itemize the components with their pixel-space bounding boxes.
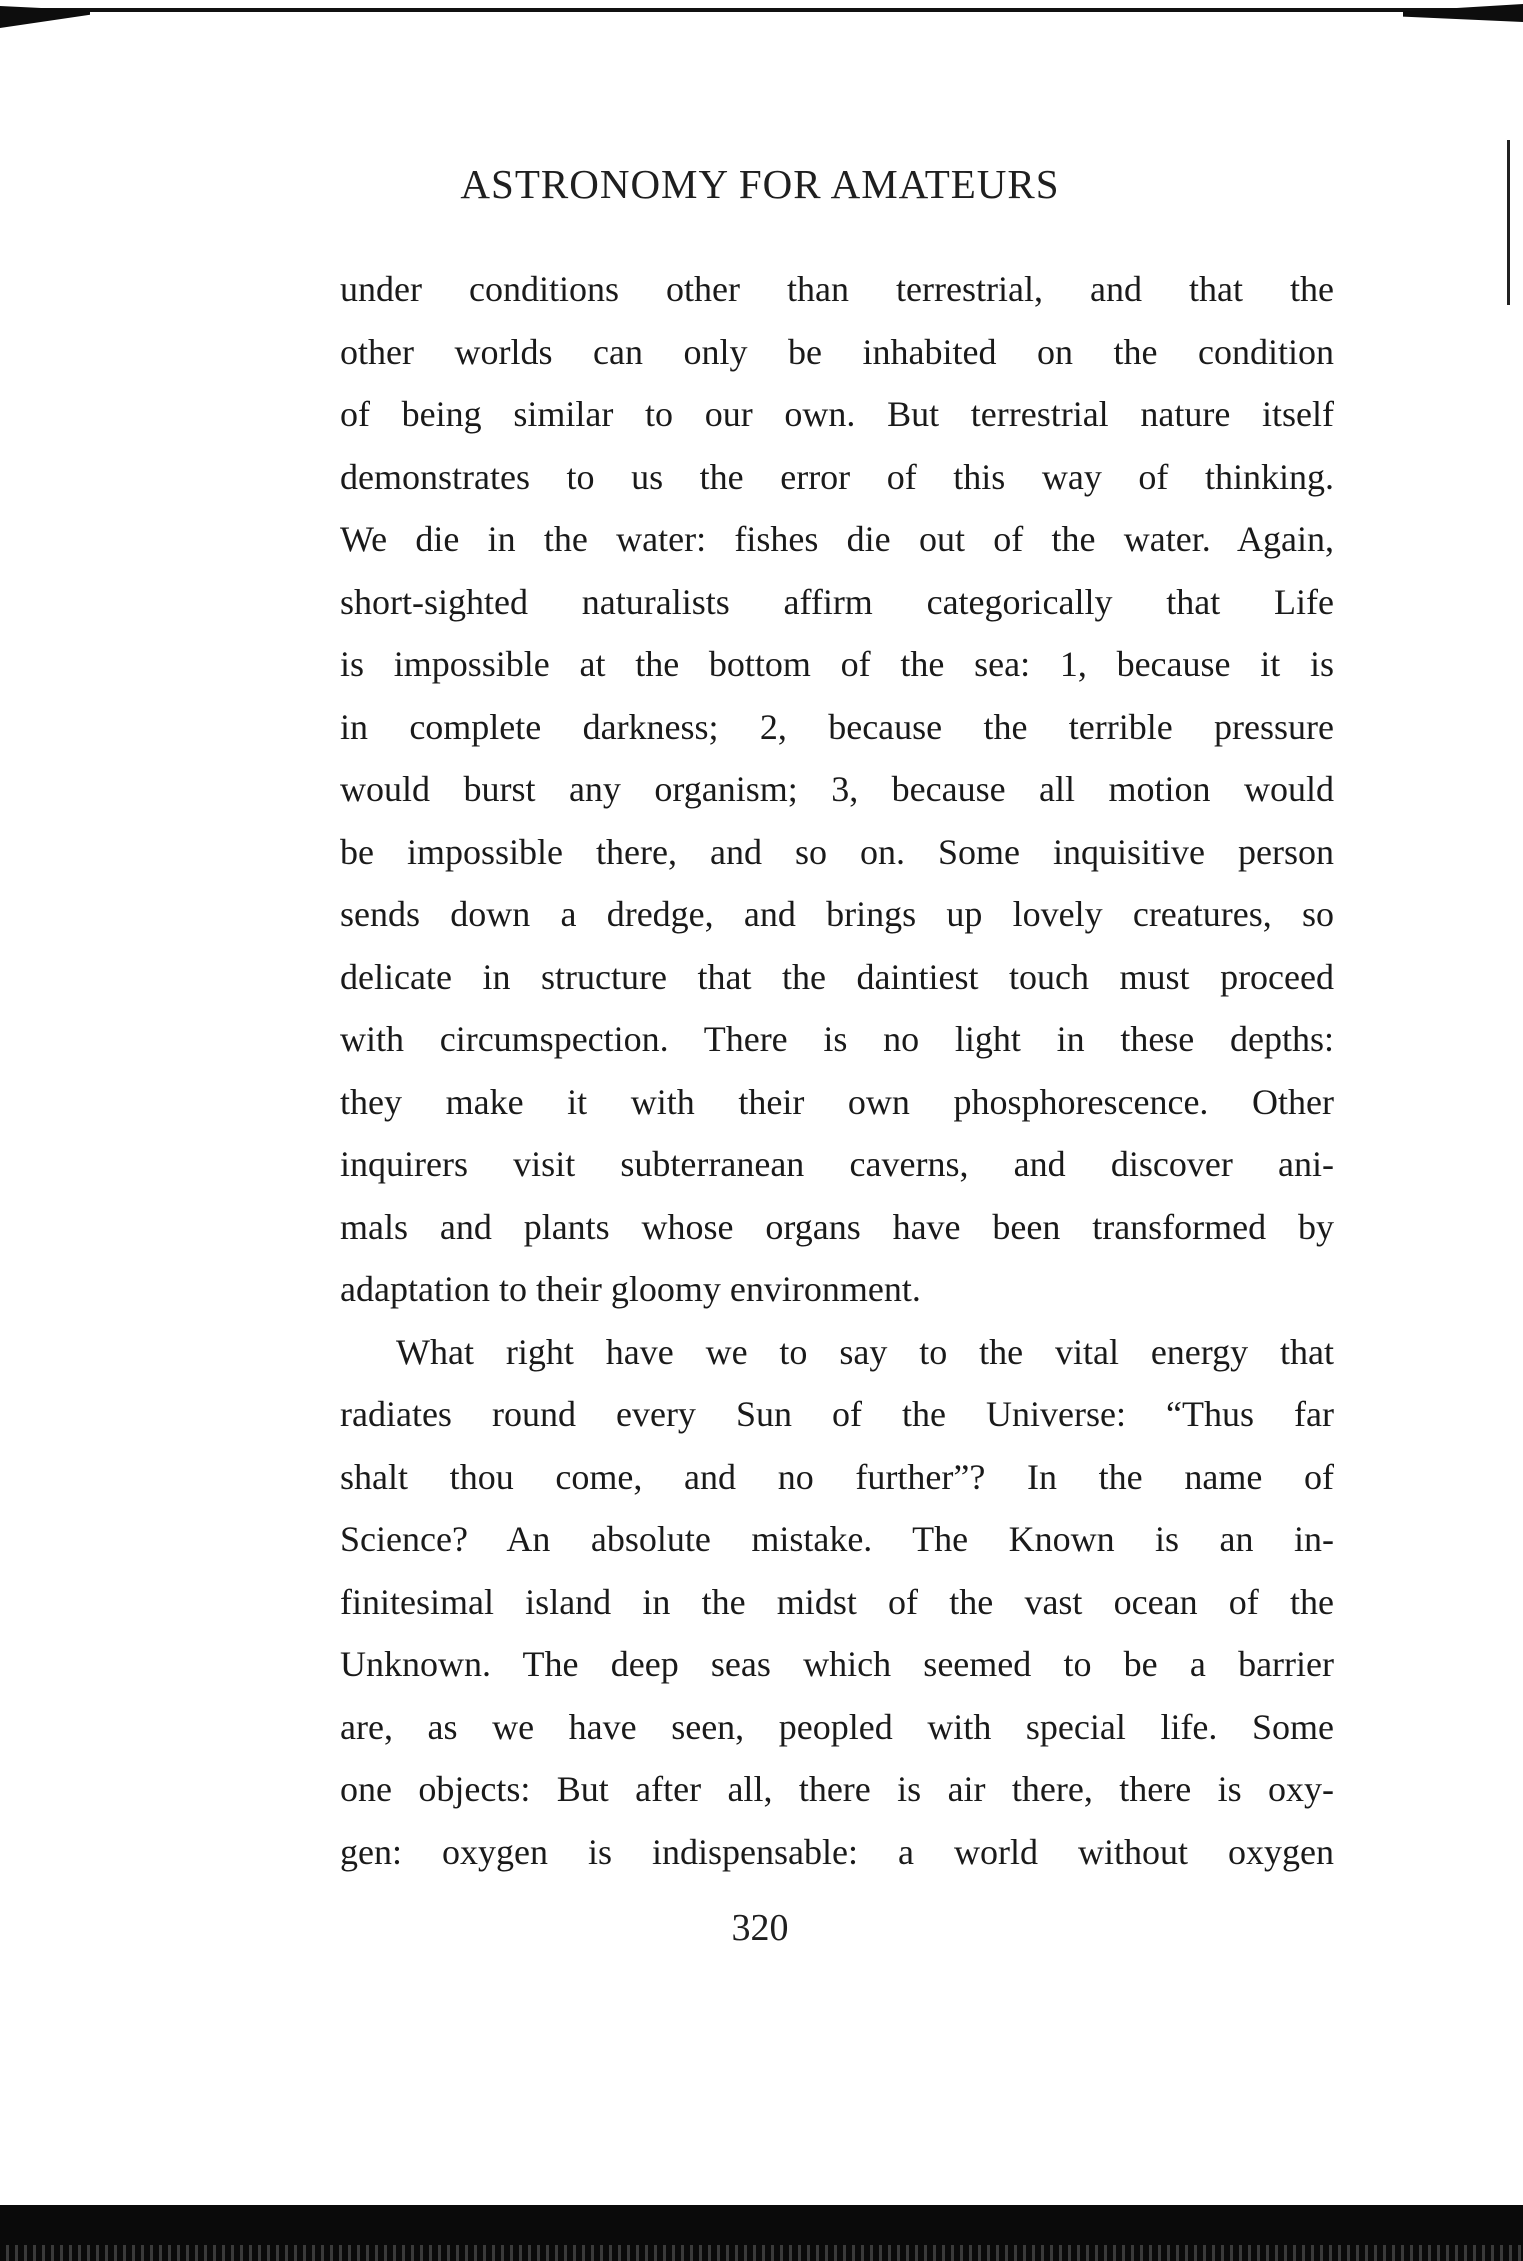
text-line: delicate in structure that the daintiest touch must proceed <box>340 956 1334 997</box>
text-line: We die in the water: fishes die out of the water. Again, <box>340 519 1334 559</box>
text-line: be impossible there, and so on. Some inquisitive person <box>340 831 1334 872</box>
text-line: short-sighted naturalists affirm categorically that Life <box>340 581 1334 622</box>
paragraph-2 <box>340 1321 1334 1884</box>
text-line: they make it with their own phosphorescence. Other <box>340 1081 1334 1122</box>
text-line: shalt thou come, and no further”? In the name of <box>340 1456 1334 1497</box>
text-line: inquirers visit subterranean caverns, and discover ani- <box>340 1144 1334 1184</box>
text-line: under conditions other than terrestrial, and that the <box>340 269 1334 309</box>
text-line: Unknown. The deep seas which seemed to be a barrier <box>340 1644 1334 1684</box>
text-line: Science? An absolute mistake. The Known is an in- <box>340 1519 1334 1559</box>
text-line: with circumspection. There is no light in these depths: <box>340 1019 1334 1059</box>
text-line: adaptation to their gloomy environment. <box>340 1269 921 1309</box>
text-line: of being similar to our own. But terrestrial nature itself <box>340 394 1334 434</box>
text-line: finitesimal island in the midst of the vast ocean of the <box>340 1581 1334 1622</box>
text-line: sends down a dredge, and brings up lovely creatures, so <box>340 894 1334 934</box>
paragraph-1 <box>340 258 1334 1321</box>
text-line: other worlds can only be inhabited on the condition <box>340 331 1334 372</box>
text-line: are, as we have seen, peopled with special life. Some <box>340 1706 1334 1747</box>
text-line: is impossible at the bottom of the sea: 1, because it is <box>340 644 1334 684</box>
scan-bottom-noise <box>0 2245 1523 2261</box>
text-line: in complete darkness; 2, because the terrible pressure <box>340 706 1334 747</box>
body-text <box>340 258 1334 1883</box>
text-line: gen: oxygen is indispensable: a world without oxygen <box>340 1831 1334 1872</box>
text-line: What right have we to say to the vital energy that <box>396 1331 1334 1372</box>
text-line: demonstrates to us the error of this way of thinking. <box>340 456 1334 497</box>
text-line: radiates round every Sun of the Universe: “Thus far <box>340 1394 1334 1434</box>
text-line: would burst any organism; 3, because all motion would <box>340 769 1334 809</box>
scan-top-border <box>0 0 1523 20</box>
scan-edge-line <box>1507 140 1510 305</box>
text-line: one objects: But after all, there is air there, there is oxy- <box>340 1769 1334 1809</box>
page-number: 320 <box>731 1907 789 1949</box>
running-head: ASTRONOMY FOR AMATEURS <box>460 161 1060 207</box>
text-line: mals and plants whose organs have been transformed by <box>340 1206 1334 1247</box>
